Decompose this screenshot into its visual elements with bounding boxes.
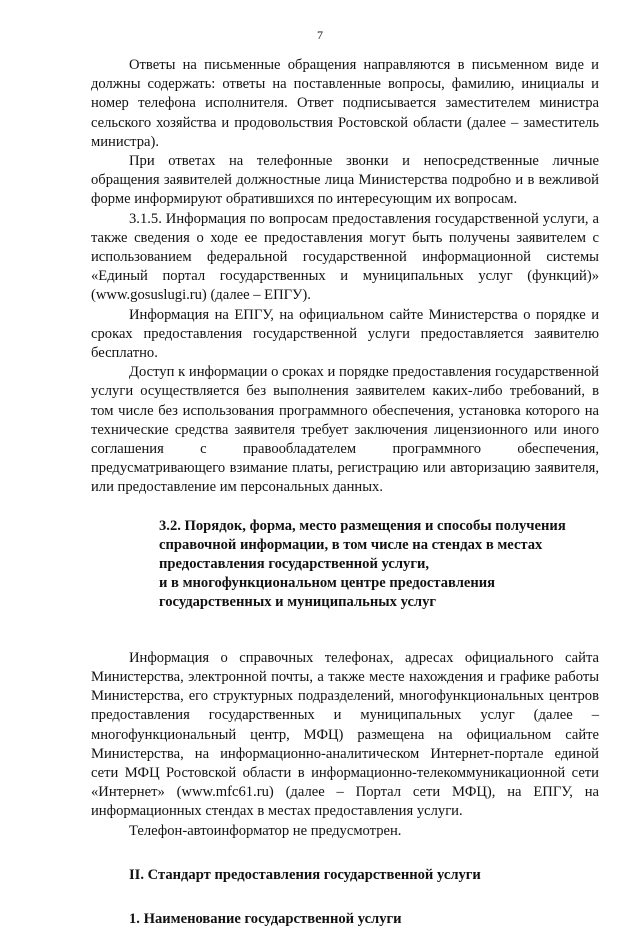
paragraph-epgu-info: Информация на ЕПГУ, на официальном сайте Министерства о порядке и сроках предоставления государственной услуги предоставляется заявителю бесплатно. — [91, 306, 599, 362]
page-content — [91, 56, 599, 929]
heading-3-2-line-4: и в многофункциональном центре предоставления — [159, 575, 496, 592]
heading-3-2-line-1: 3.2. Порядок, форма, место размещения и способы получения — [159, 517, 566, 534]
page-number: 7 — [317, 28, 323, 42]
paragraph-reference-info: Информация о справочных телефонах, адресах официального сайта Министерства, электронной почты, а также месте нахождения и графике работы Министерства, его структурных подразделений, многофункциональных центров предоставления государственных и муниципальных услуг (далее – многофункциональный центр, МФЦ) размещена на официальном сайте Министерства, на информационно-аналитическом Интернет-портале единой сети МФЦ Ростовской области в информационно-телекоммуникационной сети «Интернет» (www.mfc61.ru) (далее – Портал сети МФЦ), на ЕПГУ, на информационных стендах в местах предоставления услуги. — [91, 649, 599, 820]
subsection-title: 1. Наименование государственной услуги — [129, 910, 402, 927]
paragraph-phone-replies: При ответах на телефонные звонки и непосредственные личные обращения заявителей должностные лица Министерства подробно и в вежливой форме информируют обратившихся по интересующим их вопросам. — [91, 153, 599, 208]
heading-3-2 — [91, 517, 599, 613]
paragraph-access: Доступ к информации о сроках и порядке предоставления государственной услуги осуществляется без выполнения заявителем каких-либо требований, в том числе без использования программного обеспечения, установка которого на технические средства заявителя требует заключения лицензионного или иного соглашения с правообладателем программного обеспечения, предусматривающего взимание платы, регистрацию или авторизацию заявителя, или предоставление им персональных данных. — [91, 364, 599, 496]
paragraph-autoinformer: Телефон-автоинформатор не предусмотрен. — [129, 822, 402, 839]
heading-3-2-line-5: государственных и муниципальных услуг — [159, 594, 437, 611]
heading-3-2-line-3: предоставления государственной услуги, — [159, 556, 430, 573]
heading-3-2-line-2: справочной информации, в том числе на стендах в местах — [159, 536, 543, 553]
section-title: II. Стандарт предоставления государственной услуги — [129, 866, 481, 883]
paragraph-3-1-5: 3.1.5. Информация по вопросам предоставления государственной услуги, а также сведения о ходе ее предоставления могут быть получены заявителем с использованием федеральной государственной информационной системы «Единый портал государственных и муниципальных услуг (функций)» (www.gosuslugi.ru) (далее – ЕПГУ). — [91, 210, 599, 304]
paragraph-written-replies: Ответы на письменные обращения направляются в письменном виде и должны содержать: ответы на поставленные вопросы, фамилию, инициалы и номер телефона исполнителя. Ответ подписывается заместителем министра сельского хозяйства и продовольствия Ростовской области (далее – заместитель министра). — [91, 57, 599, 150]
